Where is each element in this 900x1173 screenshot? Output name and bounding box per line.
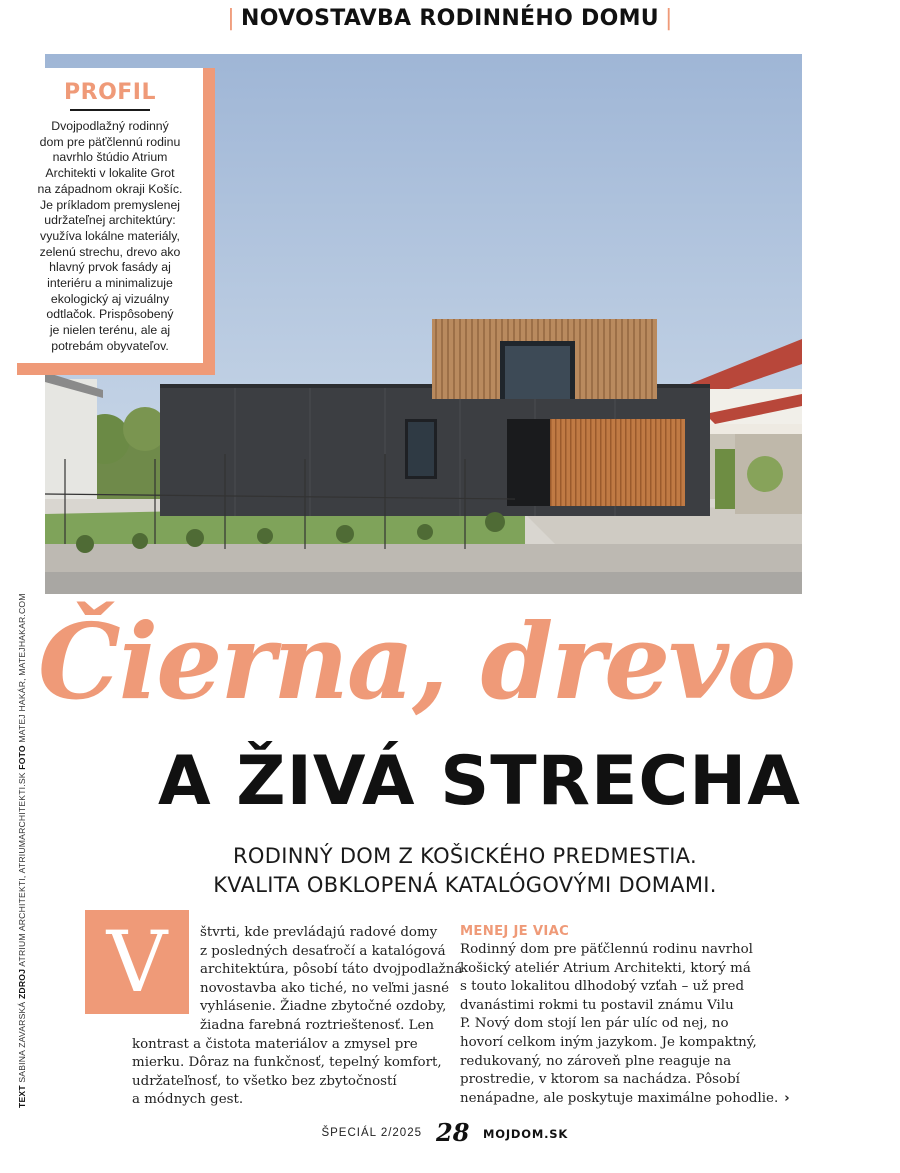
profile-line: ekologický aj vizuálny bbox=[50, 291, 170, 306]
subtitle-line-2: KVALITA OBKLOPENÁ KATALÓGOVÝMI DOMAMI. bbox=[213, 873, 717, 897]
issue-label: ŠPECIÁL 2/2025 bbox=[321, 1127, 422, 1139]
body-line: prostredie, v ktorom sa nachádza. Pôsobí bbox=[460, 1072, 740, 1088]
body-line: novostavba ako tiché, no veľmi jasné bbox=[200, 980, 450, 996]
body-line: udržateľnosť, to všetko bez zbytočností bbox=[132, 1073, 397, 1089]
photo-credit bbox=[17, 593, 27, 1108]
body-line: s touto lokalitou dlhodobý vzťah – už pred bbox=[460, 979, 745, 995]
body-line: a módnych gest. bbox=[132, 1092, 244, 1108]
profile-line: zelenú strechu, drevo ako bbox=[39, 244, 181, 259]
profile-text bbox=[17, 119, 203, 355]
page-footer bbox=[0, 1120, 900, 1150]
profile-box bbox=[17, 68, 215, 375]
profile-line: Architekti v lokalite Grot bbox=[45, 166, 175, 181]
body-column-1 bbox=[132, 924, 463, 1110]
body-line-text: nenápadne, ale poskytuje maximálne pohodlie. bbox=[460, 1090, 779, 1106]
profile-line: navrhlo štúdio Atrium bbox=[52, 150, 168, 165]
profile-divider bbox=[70, 109, 150, 111]
continue-arrow-icon: › bbox=[784, 1090, 790, 1106]
body-line: kontrast a čistota materiálov a zmysel pre bbox=[132, 1036, 418, 1052]
column-subheading: MENEJ JE VIAC bbox=[460, 924, 570, 939]
profile-line: hlavný prvok fasády aj bbox=[49, 260, 171, 275]
credit-text-label: TEXT bbox=[17, 1085, 27, 1108]
section-title: NOVOSTAVBA RODINNÉHO DOMU bbox=[241, 6, 659, 31]
profile-line: na západnom okraji Košíc. bbox=[37, 181, 183, 196]
dropcap: V bbox=[85, 910, 189, 1014]
headline-script: Čierna, drevo bbox=[38, 600, 795, 723]
body-line: P. Nový dom stojí len pár ulíc od nej, no bbox=[460, 1016, 729, 1032]
subtitle-line-1: RODINNÝ DOM Z KOŠICKÉHO PREDMESTIA. bbox=[233, 844, 697, 868]
profile-title: PROFIL bbox=[64, 80, 156, 105]
body-line: žiadna farebná roztrieštenosť. Len bbox=[200, 1017, 435, 1033]
body-line: redukovaný, no zároveň plne reaguje na bbox=[460, 1053, 732, 1069]
profile-line: odtlačok. Prispôsobený bbox=[46, 307, 174, 322]
profile-line: interiéru a minimalizuje bbox=[47, 276, 173, 291]
credit-text-value: SABINA ZAVARSKÁ bbox=[17, 1001, 27, 1083]
credit-source-label: ZDROJ bbox=[17, 968, 27, 1000]
credit-source-value: ATRIUM ARCHITEKTI, ATRIUMARCHITEKTI.SK bbox=[17, 772, 27, 967]
body-line: Rodinný dom pre päťčlennú rodinu navrhol bbox=[460, 942, 753, 957]
body-line-last bbox=[460, 1090, 790, 1109]
body-line: košický ateliér Atrium Architekti, ktorý má bbox=[460, 960, 751, 976]
credit-photo-value: MATEJ HAKÁR, MATEJHAKAR.COM bbox=[17, 593, 27, 743]
credit-photo-label: FOTO bbox=[17, 745, 27, 770]
subtitle bbox=[140, 842, 790, 900]
body-line: architektúra, pôsobí táto dvojpodlažná bbox=[200, 962, 463, 978]
headline-caps: A ŽIVÁ STRECHA bbox=[158, 742, 801, 821]
profile-line: udržateľnej architektúry: bbox=[44, 213, 176, 228]
profile-line: dom pre päťčlennú rodinu bbox=[39, 134, 181, 149]
body-line: štvrti, kde prevládajú radové domy bbox=[200, 925, 438, 940]
body-line: vyhlásenie. Žiadne zbytočné ozdoby, bbox=[200, 999, 447, 1015]
body-line: mierku. Dôraz na funkčnosť, tepelný komfort, bbox=[132, 1055, 442, 1071]
header-bar-left: | bbox=[227, 6, 236, 31]
body-line: z posledných desaťročí a katalógová bbox=[200, 943, 446, 959]
page-number: 28 bbox=[436, 1118, 470, 1147]
profile-line: Je príkladom premyslenej bbox=[39, 197, 181, 212]
profile-line: využíva lokálne materiály, bbox=[40, 228, 180, 243]
profile-card bbox=[17, 68, 203, 363]
body-line: hovorí celkom iným jazykom. Je kompaktný, bbox=[460, 1034, 757, 1050]
body-line: dvanástimi rokmi tu postavil známu Vilu bbox=[460, 997, 734, 1013]
body-column-2 bbox=[460, 923, 790, 1108]
profile-line: je nielen terénu, ale aj bbox=[49, 323, 171, 338]
site-label: MOJDOM.SK bbox=[483, 1127, 569, 1141]
profile-line: Dvojpodlažný rodinný bbox=[51, 119, 169, 133]
profile-line: potrebám obyvateľov. bbox=[51, 338, 169, 353]
section-header bbox=[0, 6, 900, 31]
header-bar-right: | bbox=[664, 6, 673, 31]
